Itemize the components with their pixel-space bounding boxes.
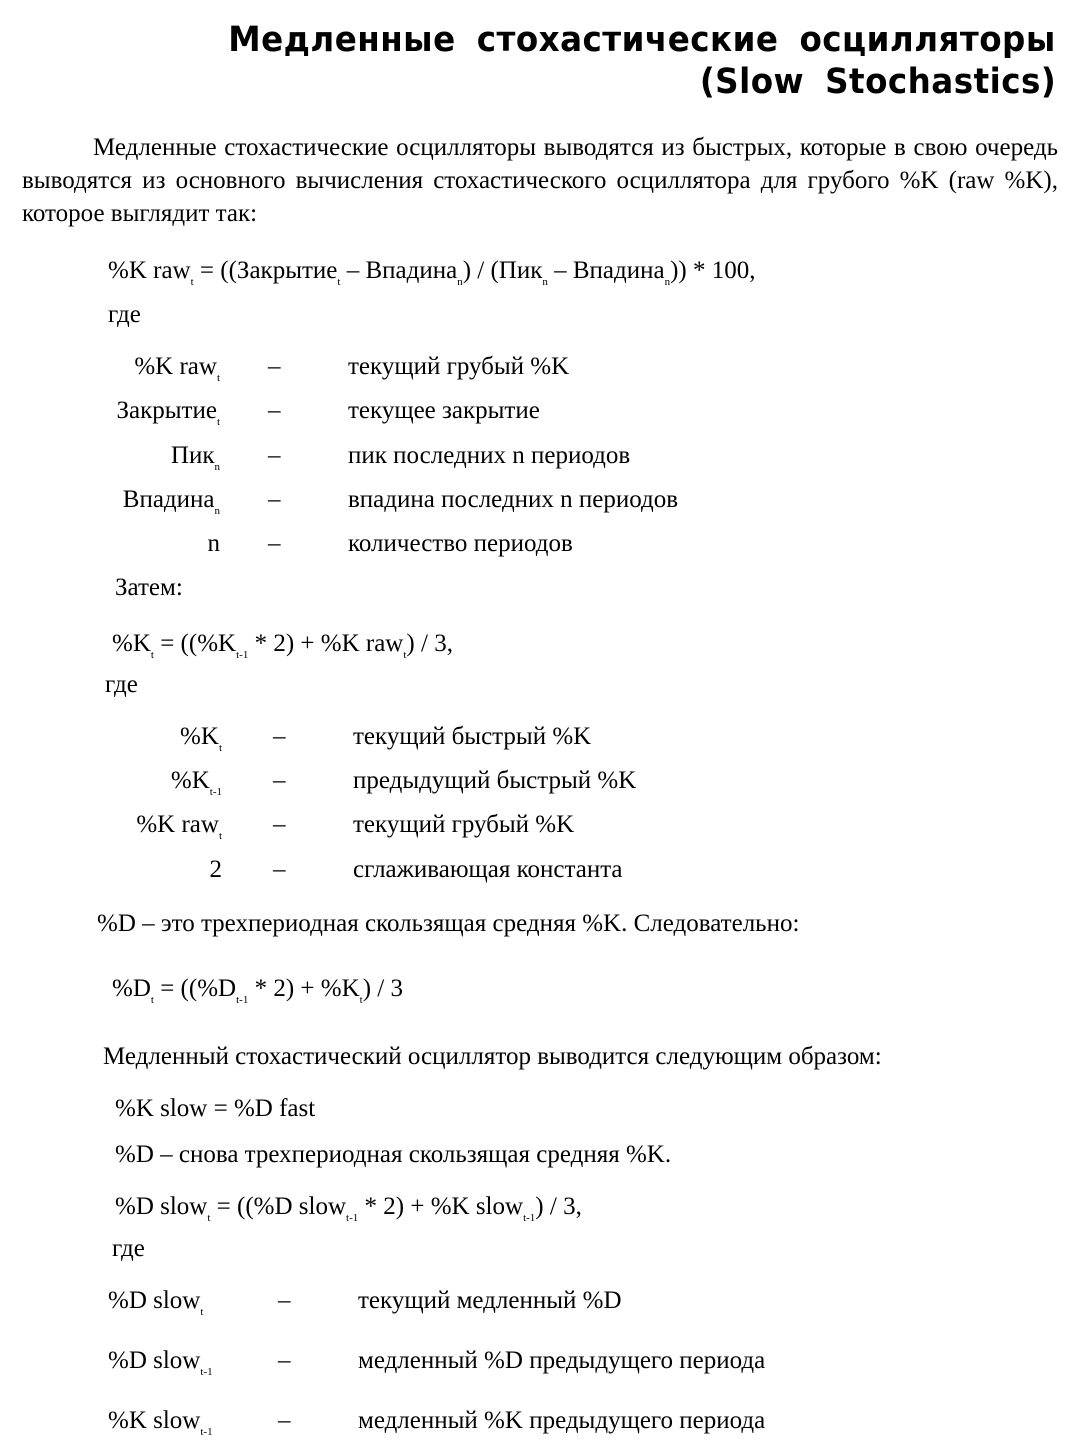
definition-term (108, 1286, 203, 1316)
formula-text: = ((%K (153, 630, 237, 657)
subscript: t (337, 276, 341, 288)
definition-dash: – (268, 442, 281, 469)
definition-term (108, 1346, 213, 1376)
definition-description: текущее закрытие (348, 397, 540, 424)
subscript: t (218, 830, 222, 842)
subscript: t-1 (236, 994, 249, 1006)
subscript: t (190, 276, 194, 288)
subscript: t-1 (346, 1212, 359, 1224)
definition-description: предыдущий быстрый %K (353, 767, 637, 794)
then-label: Затем: (115, 574, 183, 601)
formula-text: – Впадина (340, 257, 458, 284)
formula-text: %K (180, 723, 219, 750)
definition-dash: – (268, 353, 281, 380)
definition-dash: – (273, 856, 286, 883)
definition-description: текущий грубый %K (348, 353, 570, 380)
definition-term (180, 722, 222, 752)
d-description: %D – это трехпериодная скользящая средняя %K. Следовательно: (97, 910, 800, 937)
definition-dash: – (268, 397, 281, 424)
subscript: t (359, 994, 363, 1006)
formula-text: ) / 3 (362, 975, 403, 1002)
formula-text: %K raw (108, 257, 191, 284)
subscript: t-1 (200, 1426, 213, 1438)
definition-description: сглаживающая константа (353, 856, 623, 883)
subscript: t (218, 742, 222, 754)
formula-fast-k (112, 629, 453, 659)
formula-d (112, 974, 403, 1004)
subscript: t-1 (200, 1366, 213, 1378)
formula-text: = ((%D (153, 975, 237, 1002)
formula-raw-k (108, 256, 756, 286)
formula-text: * 2) + %K raw (248, 630, 404, 657)
where-label: где (112, 1235, 145, 1262)
subscript: n (542, 276, 548, 288)
where-label: где (108, 301, 141, 328)
subscript: t-1 (236, 649, 249, 661)
formula-text: n (207, 530, 220, 557)
definition-description: пик последних n периодов (348, 442, 631, 469)
formula-text: %D slow (115, 1193, 208, 1220)
subscript: t (150, 994, 154, 1006)
subscript: t-1 (209, 786, 222, 798)
subscript: n (664, 276, 671, 288)
definition-term (123, 485, 220, 515)
subscript: n (457, 276, 463, 288)
intro-paragraph (22, 131, 1058, 230)
subscript: t (216, 372, 220, 384)
definition-term (171, 766, 222, 796)
formula-text: %K slow (108, 1407, 201, 1434)
definition-dash: – (273, 811, 286, 838)
d-slow-description: %D – снова трехпериодная скользящая средняя %K. (115, 1141, 672, 1168)
definition-dash: – (268, 486, 281, 513)
subscript: n (214, 461, 220, 473)
definition-dash: – (273, 767, 286, 794)
subscript: t (150, 649, 154, 661)
definition-term (136, 810, 222, 840)
formula-text: = ((Закрытие (193, 257, 338, 284)
definition-dash: – (273, 723, 286, 750)
formula-text: %K raw (136, 811, 219, 838)
subscript: t (200, 1306, 204, 1318)
definition-description: количество периодов (348, 530, 573, 557)
formula-text: * 2) + %K slow (358, 1193, 524, 1220)
definition-description: текущий медленный %D (358, 1287, 622, 1314)
definition-description: медленный %K предыдущего периода (358, 1407, 766, 1434)
definition-description: текущий грубый %K (353, 811, 575, 838)
formula-text: Закрытие (116, 397, 217, 424)
title-line-1: Медленные стохастические осцилляторы (228, 20, 1056, 60)
formula-text: ) / 3, (535, 1193, 582, 1220)
formula-text: %K raw (134, 353, 217, 380)
definition-term (108, 1406, 213, 1436)
formula-text: %D (112, 975, 151, 1002)
formula-text: – Впадина (547, 257, 665, 284)
definition-term (116, 396, 220, 426)
formula-d-slow (115, 1192, 582, 1222)
definition-dash: – (278, 1287, 291, 1314)
formula-text: 2 (209, 856, 222, 883)
formula-text: Пик (170, 442, 215, 469)
where-label: где (105, 671, 138, 698)
definition-description: впадина последних n периодов (348, 486, 679, 513)
formula-text: ) / 3, (406, 630, 453, 657)
subscript: t (403, 649, 407, 661)
definition-term (171, 441, 220, 471)
definition-description: медленный %D предыдущего периода (358, 1347, 766, 1374)
formula-text: ) / (Пик (462, 257, 543, 284)
definition-description: текущий быстрый %K (353, 723, 592, 750)
slow-description: Медленный стохастический осциллятор выводится следующим образом: (103, 1043, 882, 1070)
intro-text: Медленные стохастические осцилляторы выводятся из быстрых, которые в свою очередь выводятся из основного вычисления стохастического осциллятора для грубого %K (raw %K), которое выглядит так: (22, 134, 1058, 227)
formula-text: %K (112, 630, 151, 657)
formula-text: %D slow (108, 1287, 201, 1314)
formula-text: Впадина (122, 486, 215, 513)
definition-dash: – (278, 1347, 291, 1374)
formula-text: )) * 100, (670, 257, 756, 284)
definition-dash: – (278, 1407, 291, 1434)
title-line-2: (Slow Stochastics) (699, 62, 1056, 102)
k-slow-formula: %K slow = %D fast (115, 1095, 316, 1122)
definition-term (208, 529, 221, 559)
formula-text: %K (170, 767, 210, 794)
subscript: n (214, 505, 220, 517)
formula-text: %D slow (108, 1347, 201, 1374)
formula-text: * 2) + %K (248, 975, 360, 1002)
definition-term (210, 855, 223, 885)
subscript: t-1 (523, 1212, 536, 1224)
definition-term (134, 352, 220, 382)
subscript: t (216, 416, 220, 428)
definition-dash: – (268, 530, 281, 557)
subscript: t (207, 1212, 211, 1224)
formula-text: = ((%D slow (210, 1193, 347, 1220)
